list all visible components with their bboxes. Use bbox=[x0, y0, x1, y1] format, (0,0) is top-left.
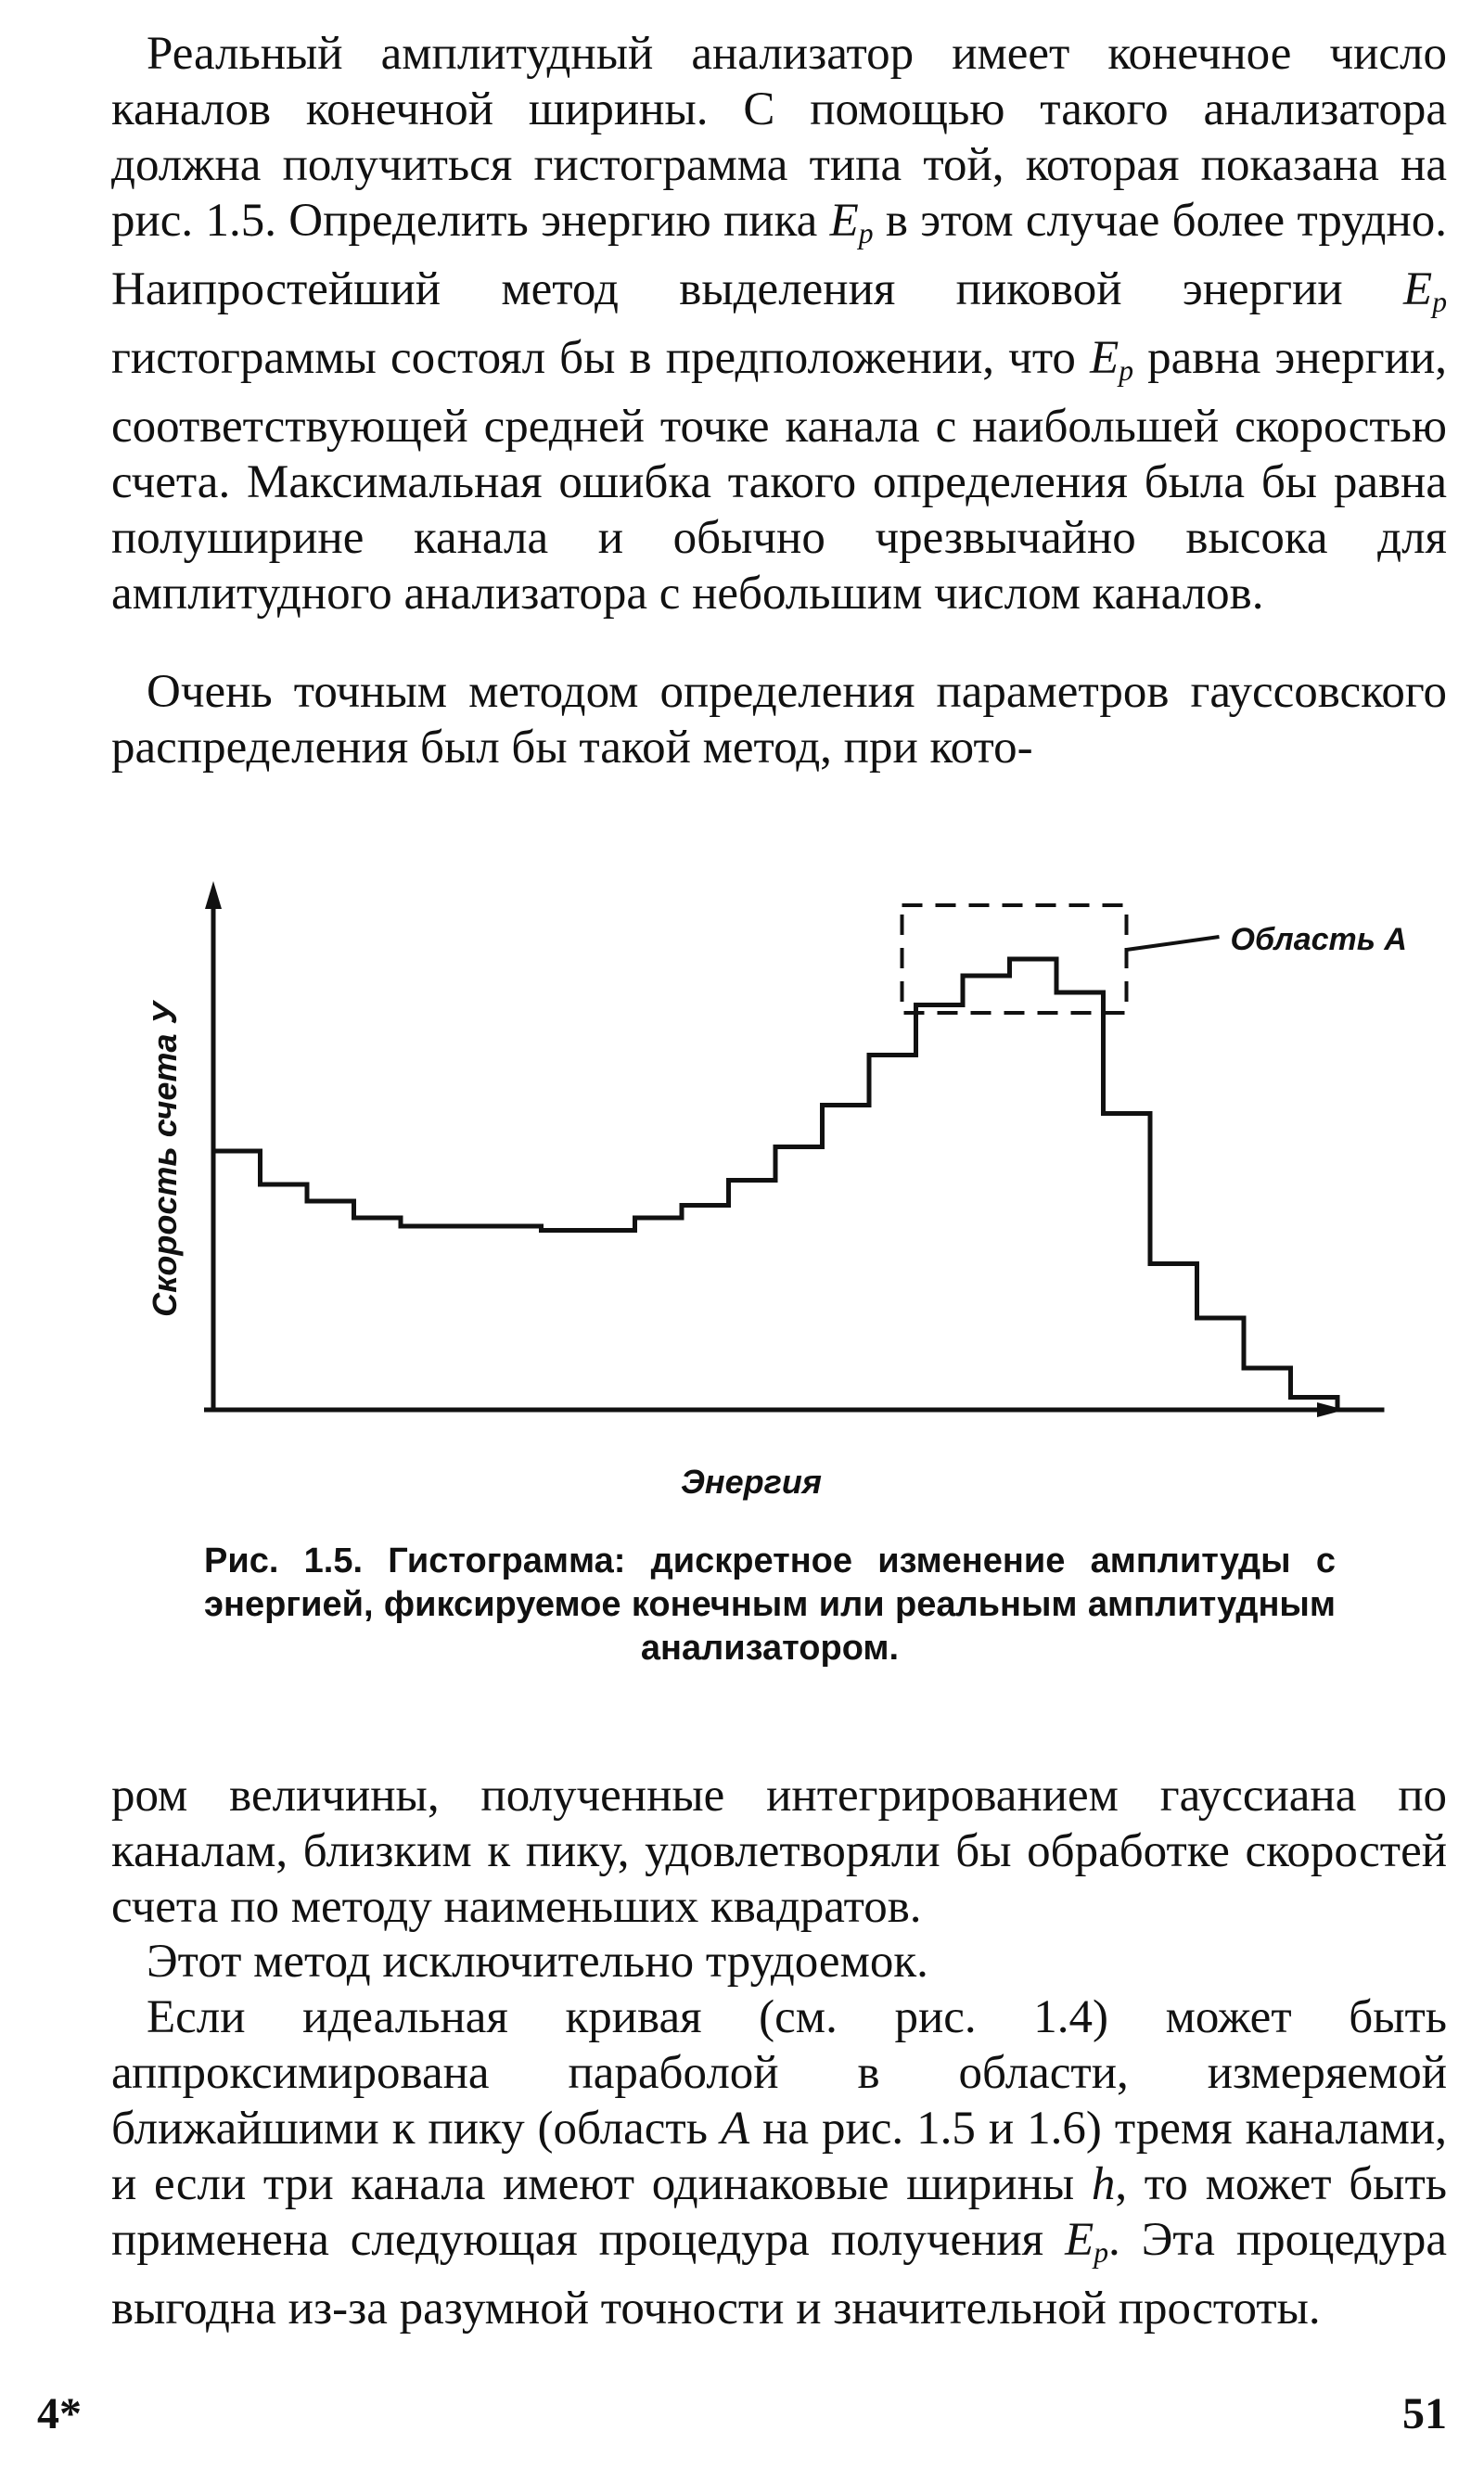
figure-caption: Рис. 1.5. Гистограмма: дискретное изменение амплитуды с энергией, фиксируемое конечным или реальным амплитудным анализатором. bbox=[204, 1542, 1336, 1668]
histogram-bar bbox=[869, 1055, 916, 1411]
histogram-bar bbox=[1150, 1264, 1197, 1411]
histogram-bar bbox=[588, 1231, 635, 1411]
region-a-leader bbox=[1127, 937, 1220, 950]
histogram-bar bbox=[448, 1226, 495, 1410]
histogram-bar bbox=[542, 1231, 589, 1411]
histogram-bar bbox=[354, 1218, 402, 1410]
ep-symbol: $E_p$ bbox=[1090, 331, 1134, 387]
histogram-bar bbox=[1104, 1114, 1151, 1411]
histogram-bar bbox=[261, 1184, 308, 1410]
signature-mark: 4* bbox=[37, 2389, 82, 2438]
paragraph-3: ром величины, полученные интегрированием гауссиана по каналам, близким к пику, удовлетворяли бы обработке скоростей счета по методу наименьших квадратов. bbox=[111, 1770, 1447, 1933]
paragraph-1: Реальный амплитудный анализатор имеет конечное число каналов конечной ширины. С помощью такого анализатора должна получиться гистограмма типа той, которая показана на рис. 1.5. Определить энергию пика $E_p$ в этом случае более трудно. Наипростейший метод выделения пиковой энергии $E_p$ гистограммы состоял бы в предположении, что $E_p$ равна энергии, соответствующей средней точке канала с наибольшей скоростью счета. Максимальная ошибка такого определения была бы равна полуширине канала и обычно чрезвычайно высока для амплитудного анализатора с небольшим числом каналов. bbox=[111, 28, 1447, 620]
histogram-bar bbox=[823, 1106, 870, 1411]
histogram-bar bbox=[1197, 1318, 1245, 1410]
paragraph-2: Очень точным методом определения параметров гауссовского распределения был бы такой метод, при кото- bbox=[111, 666, 1447, 774]
a-symbol: A bbox=[720, 2103, 750, 2155]
histogram-bar bbox=[1056, 992, 1104, 1410]
y-axis-arrow bbox=[205, 881, 222, 909]
histogram-bar bbox=[213, 1151, 261, 1410]
histogram-bar bbox=[682, 1206, 729, 1411]
histogram-chart bbox=[139, 844, 1407, 1512]
histogram-bar bbox=[775, 1147, 823, 1411]
paragraph-4: Этот метод исключительно трудоемок. bbox=[147, 1936, 928, 1988]
histogram-bar bbox=[401, 1226, 448, 1410]
histogram-bar bbox=[635, 1218, 683, 1410]
histogram-bar bbox=[307, 1201, 354, 1410]
histogram-bar bbox=[494, 1226, 542, 1410]
ep-symbol: $E_p$ bbox=[1065, 2214, 1109, 2269]
y-axis-label: Скорость счета У bbox=[146, 1002, 184, 1317]
histogram-bar bbox=[729, 1181, 776, 1411]
histogram-bar bbox=[1010, 959, 1057, 1410]
chart-bars bbox=[213, 905, 1385, 1410]
paragraph-5: Если идеальная кривая (см. рис. 1.4) может быть аппроксимирована параболой в области, измеряемой ближайшими к пику (область A на рис. 1.5 и 1.6) тремя каналами, и если три канала имеют одинаковые ширины h, то может быть применена следующая процедура получения $E_p$. Эта процедура выгодна из-за разумной точности и значительной простоты. bbox=[111, 1991, 1447, 2335]
histogram-bar bbox=[916, 1005, 964, 1411]
page-number: 51 bbox=[1402, 2389, 1447, 2438]
region-a-label: Область А bbox=[1230, 922, 1407, 957]
histogram-bar bbox=[963, 976, 1010, 1410]
histogram-bar bbox=[1244, 1368, 1291, 1410]
histogram-figure bbox=[139, 844, 1407, 1512]
histogram-bar bbox=[1291, 1398, 1338, 1411]
h-symbol: h bbox=[1091, 2158, 1116, 2210]
x-axis-label: Энергия bbox=[680, 1463, 823, 1501]
page-footer bbox=[37, 2388, 1447, 2444]
ep-symbol: $E_p$ bbox=[1403, 262, 1447, 318]
ep-symbol: $E_p$ bbox=[829, 195, 874, 249]
